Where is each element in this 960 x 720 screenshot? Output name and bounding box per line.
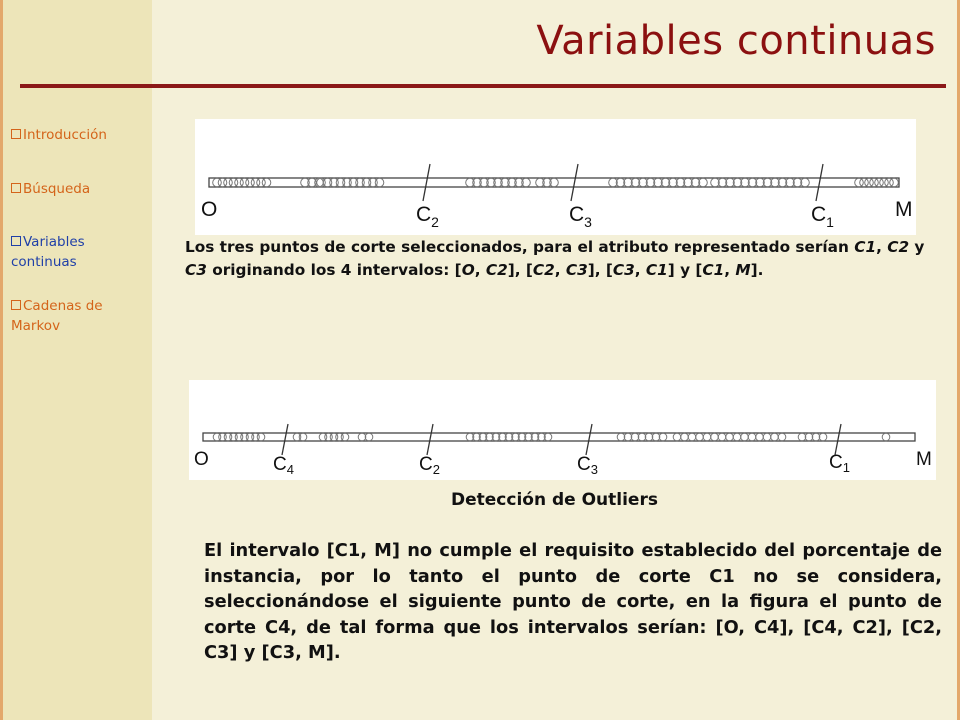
title-divider	[20, 84, 946, 88]
instance-point	[631, 433, 639, 441]
instance-point	[257, 433, 265, 441]
sidebar-item-label: Variables continuas	[11, 234, 85, 270]
instance-point	[375, 178, 384, 187]
attribute-range-bar	[203, 433, 915, 441]
label-c1: $C_1$	[829, 452, 850, 475]
instance-point	[855, 178, 864, 187]
label-c2: $C_2$	[419, 454, 440, 477]
figure2-caption: Detección de Outliers	[451, 490, 658, 510]
sidebar	[3, 0, 152, 720]
instance-point	[890, 178, 899, 187]
label-m: M	[895, 198, 913, 221]
instance-point	[711, 433, 719, 441]
cut-line-c3	[586, 424, 592, 455]
instance-point	[617, 433, 625, 441]
cut-points-figure	[195, 119, 916, 235]
instance-point	[798, 433, 806, 441]
sidebar-item-variables-continuas[interactable]	[11, 232, 146, 272]
instance-point	[812, 433, 820, 441]
sidebar-item-label: Introducción	[23, 127, 107, 143]
instance-point	[262, 178, 271, 187]
instance-points	[213, 178, 899, 187]
instance-point	[882, 433, 890, 441]
cut-line-c4	[282, 424, 288, 455]
instance-point	[819, 433, 827, 441]
sidebar-item-label: Búsqueda	[23, 181, 91, 197]
attribute-range-bar	[209, 178, 899, 187]
instance-point	[741, 433, 749, 441]
sidebar-item-introduccion[interactable]	[11, 125, 146, 145]
instance-point	[771, 433, 779, 441]
sidebar-item-cadenas-markov[interactable]	[11, 296, 146, 336]
label-c3: $C_3$	[569, 203, 592, 230]
instance-point	[645, 433, 653, 441]
cut-line-c3	[571, 164, 578, 201]
instance-points	[213, 433, 890, 441]
instance-point	[805, 433, 813, 441]
cut-line-c1	[816, 164, 823, 201]
instance-point	[341, 433, 349, 441]
label-o: O	[194, 449, 209, 470]
instance-point	[703, 433, 711, 441]
sidebar-item-busqueda[interactable]	[11, 179, 146, 199]
instance-point	[638, 433, 646, 441]
label-c4: $C_4$	[273, 454, 294, 477]
instance-point	[870, 178, 879, 187]
instance-point	[733, 433, 741, 441]
checkbox-bullet-icon	[11, 236, 21, 246]
instance-point	[880, 178, 889, 187]
label-m: M	[916, 449, 932, 470]
instance-point	[624, 433, 632, 441]
label-c2: $C_2$	[416, 203, 439, 230]
cut-line-c1	[835, 424, 841, 455]
instance-point	[763, 433, 771, 441]
instance-point	[659, 433, 667, 441]
outlier-detection-figure	[189, 380, 936, 480]
checkbox-bullet-icon	[11, 129, 21, 139]
instance-point	[696, 433, 704, 441]
explanation-paragraph: El intervalo [C1, M] no cumple el requisito establecido del porcentaje de instancia, por lo tanto el punto de corte C1 no se considera, seleccionándose el siguiente punto de corte, en la figura el punto de corte C4, de tal forma que los intervalos serían: [O, C4], [C4, C2], [C2, C3] y [C3, M].	[204, 540, 942, 663]
checkbox-bullet-icon	[11, 300, 21, 310]
instance-point	[681, 433, 689, 441]
instance-point	[865, 178, 874, 187]
figure1-caption: Los tres puntos de corte seleccionados, para el atributo representado serían C1, C2 y C3 originando los 4 intervalos: [O, C2], [C2, C3], [C3, C1] y [C1, M].	[185, 238, 925, 279]
instance-point	[718, 433, 726, 441]
instance-point	[688, 433, 696, 441]
instance-point	[875, 178, 884, 187]
instance-point	[748, 433, 756, 441]
instance-point	[652, 433, 660, 441]
instance-point	[860, 178, 869, 187]
sidebar-item-label: Cadenas de Markov	[11, 298, 103, 334]
instance-point	[726, 433, 734, 441]
checkbox-bullet-icon	[11, 183, 21, 193]
instance-point	[673, 433, 681, 441]
instance-point	[756, 433, 764, 441]
instance-point	[778, 433, 786, 441]
instance-point	[365, 433, 373, 441]
page-title: Variables continuas	[536, 18, 936, 64]
instance-point	[885, 178, 894, 187]
label-c1: $C_1$	[811, 203, 834, 230]
cut-line-c2	[423, 164, 430, 201]
cut-line-c2	[427, 424, 433, 455]
instance-point	[358, 433, 366, 441]
label-o: O	[201, 198, 218, 221]
label-c3: $C_3$	[577, 454, 598, 477]
